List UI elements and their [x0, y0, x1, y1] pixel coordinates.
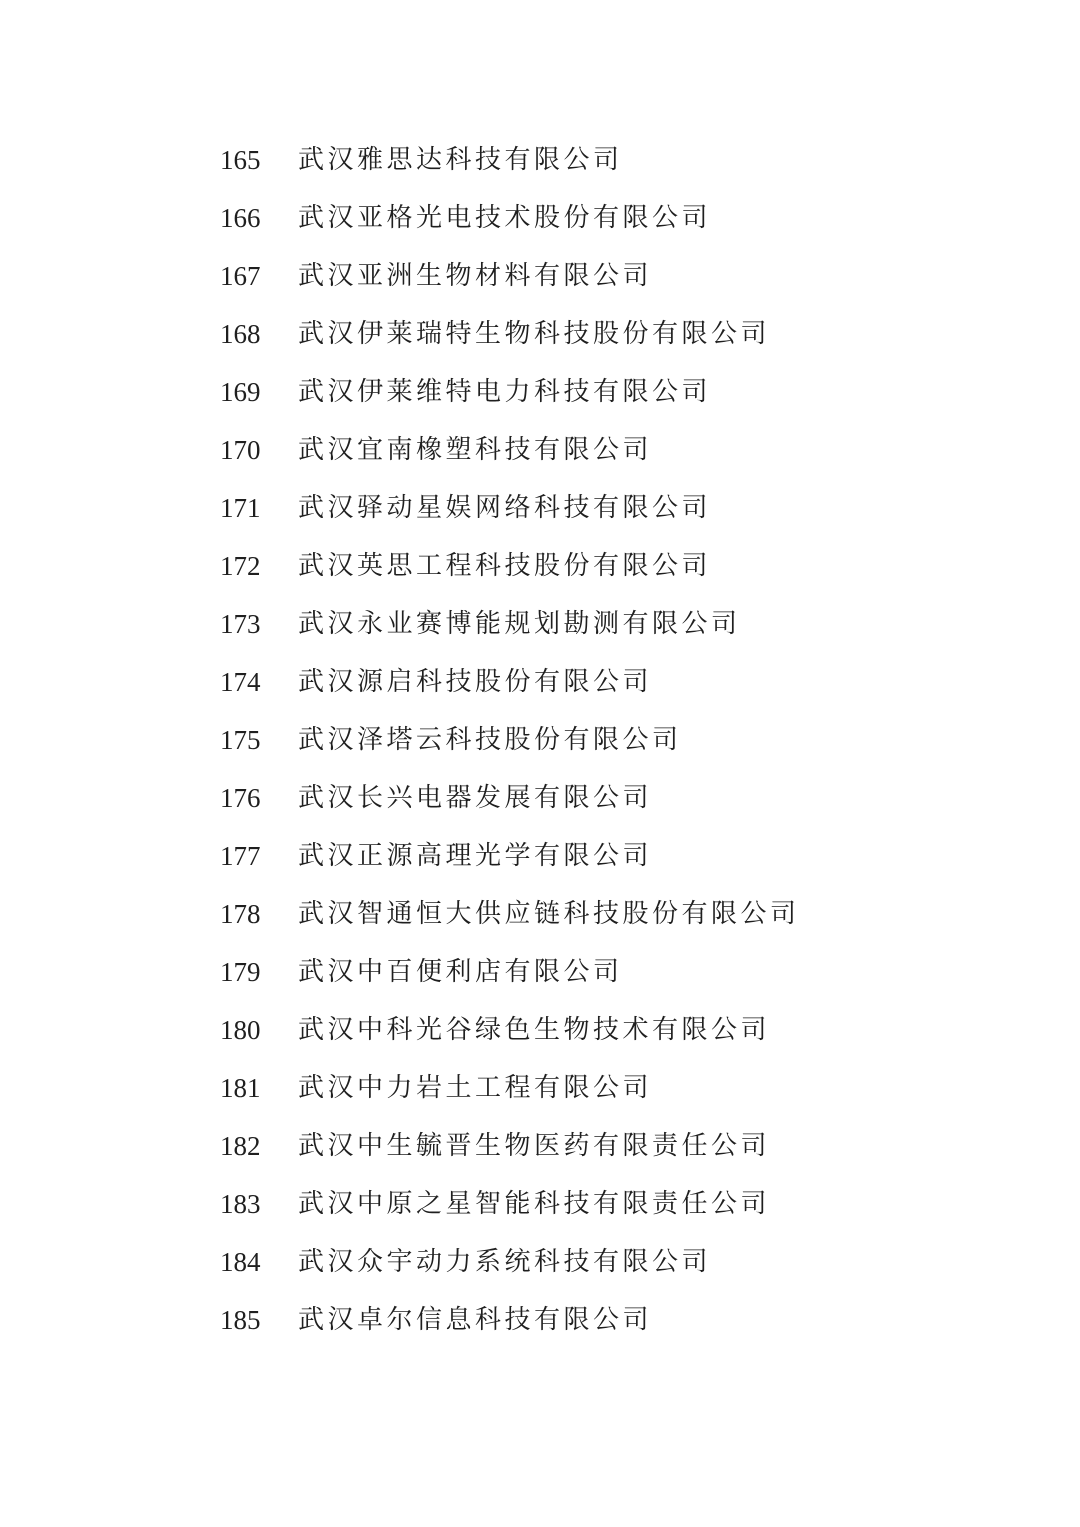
company-name: 武汉长兴电器发展有限公司	[298, 783, 653, 813]
list-item	[0, 1175, 1080, 1233]
company-list	[0, 131, 1080, 1349]
list-item	[0, 1291, 1080, 1349]
item-number: 184	[220, 1247, 261, 1277]
company-name: 武汉英思工程科技股份有限公司	[298, 551, 712, 581]
list-item	[0, 189, 1080, 247]
company-name: 武汉智通恒大供应链科技股份有限公司	[298, 899, 800, 929]
list-item	[0, 711, 1080, 769]
item-number: 174	[220, 667, 261, 697]
list-item	[0, 479, 1080, 537]
company-name: 武汉伊莱维特电力科技有限公司	[298, 377, 712, 407]
list-item	[0, 1001, 1080, 1059]
company-name: 武汉中科光谷绿色生物技术有限公司	[298, 1015, 771, 1045]
list-item	[0, 827, 1080, 885]
item-number: 170	[220, 435, 261, 465]
company-name: 武汉中力岩土工程有限公司	[298, 1073, 653, 1103]
company-name: 武汉卓尔信息科技有限公司	[298, 1305, 653, 1335]
company-name: 武汉永业赛博能规划勘测有限公司	[298, 609, 741, 639]
item-number: 181	[220, 1073, 261, 1103]
item-number: 175	[220, 725, 261, 755]
item-number: 180	[220, 1015, 261, 1045]
item-number: 171	[220, 493, 261, 523]
item-number: 182	[220, 1131, 261, 1161]
company-name: 武汉宜南橡塑科技有限公司	[298, 435, 653, 465]
company-name: 武汉中百便利店有限公司	[298, 957, 623, 987]
company-name: 武汉正源高理光学有限公司	[298, 841, 653, 871]
company-name: 武汉泽塔云科技股份有限公司	[298, 725, 682, 755]
company-name: 武汉亚洲生物材料有限公司	[298, 261, 653, 291]
company-name: 武汉众宇动力系统科技有限公司	[298, 1247, 712, 1277]
item-number: 169	[220, 377, 261, 407]
company-name: 武汉亚格光电技术股份有限公司	[298, 203, 712, 233]
list-item	[0, 769, 1080, 827]
list-item	[0, 1233, 1080, 1291]
item-number: 165	[220, 145, 261, 175]
item-number: 183	[220, 1189, 261, 1219]
list-item	[0, 943, 1080, 1001]
company-name: 武汉中原之星智能科技有限责任公司	[298, 1189, 771, 1219]
item-number: 166	[220, 203, 261, 233]
company-name: 武汉雅思达科技有限公司	[298, 145, 623, 175]
list-item	[0, 421, 1080, 479]
item-number: 185	[220, 1305, 261, 1335]
list-item	[0, 885, 1080, 943]
list-item	[0, 1117, 1080, 1175]
item-number: 172	[220, 551, 261, 581]
item-number: 179	[220, 957, 261, 987]
item-number: 173	[220, 609, 261, 639]
list-item	[0, 653, 1080, 711]
list-item	[0, 363, 1080, 421]
list-item	[0, 1059, 1080, 1117]
company-name: 武汉源启科技股份有限公司	[298, 667, 653, 697]
list-item	[0, 595, 1080, 653]
item-number: 176	[220, 783, 261, 813]
list-item	[0, 305, 1080, 363]
company-name: 武汉中生毓晋生物医药有限责任公司	[298, 1131, 771, 1161]
item-number: 168	[220, 319, 261, 349]
item-number: 177	[220, 841, 261, 871]
list-item	[0, 131, 1080, 189]
item-number: 178	[220, 899, 261, 929]
list-item	[0, 537, 1080, 595]
company-name: 武汉伊莱瑞特生物科技股份有限公司	[298, 319, 771, 349]
item-number: 167	[220, 261, 261, 291]
company-name: 武汉驿动星娱网络科技有限公司	[298, 493, 712, 523]
list-item	[0, 247, 1080, 305]
